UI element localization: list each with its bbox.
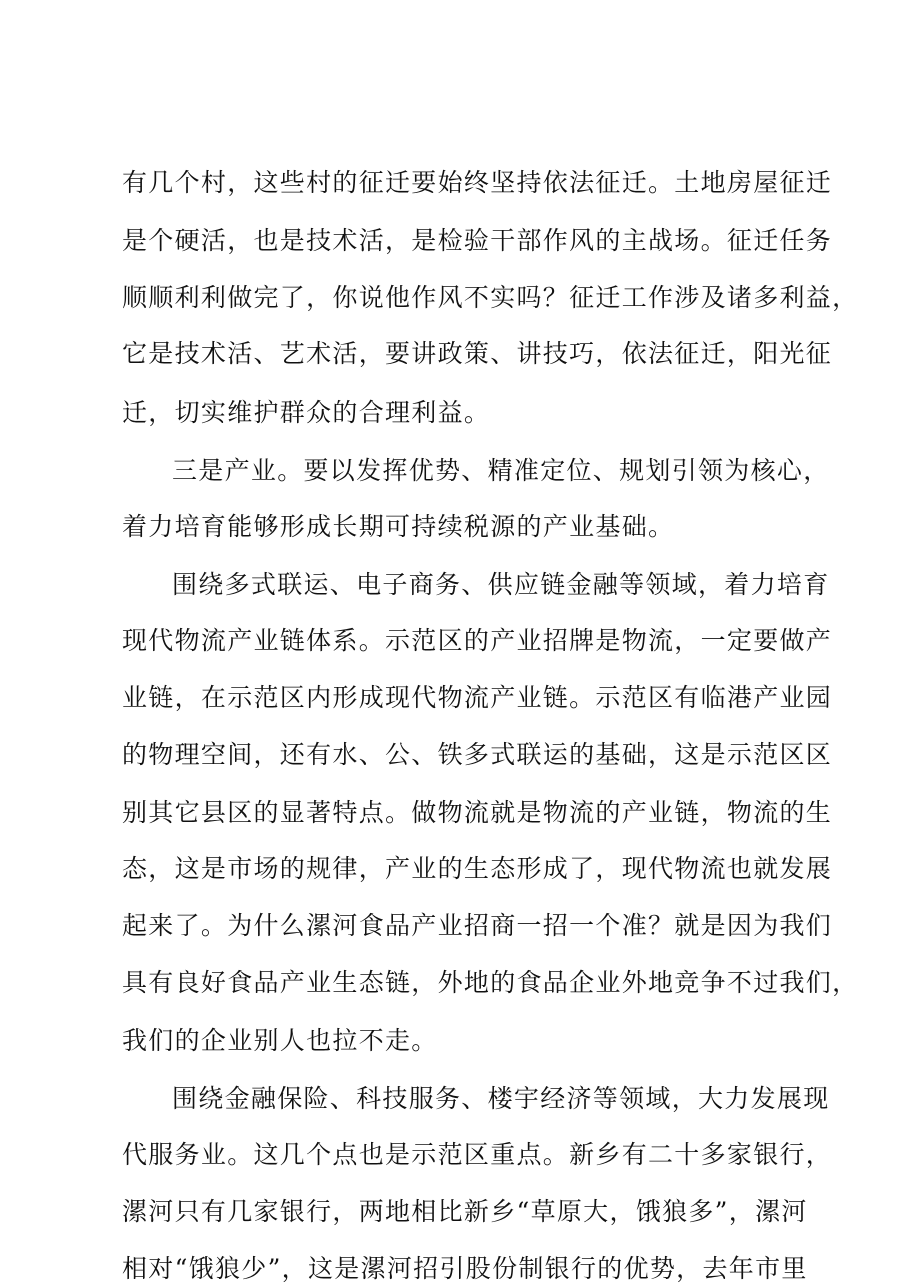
text-line: 态，这是市场的规律，产业的生态形成了，现代物流也就发展 xyxy=(122,854,833,883)
text-line: 有几个村，这些村的征迁要始终坚持依法征迁。土地房屋征迁 xyxy=(122,168,833,197)
text-line: 漯河只有几家银行，两地相比新乡“草原大，饿狼多”，漯河 xyxy=(122,1197,808,1226)
text-line: 代服务业。这几个点也是示范区重点。新乡有二十多家银行， xyxy=(122,1140,833,1169)
text-line: 着力培育能够形成长期可持续税源的产业基础。 xyxy=(122,512,675,541)
text-line: 三是产业。要以发挥优势、精准定位、规划引领为核心， xyxy=(172,456,830,485)
text-line: 起来了。为什么漯河食品产业招商一招一个准？就是因为我们 xyxy=(122,911,833,940)
text-line: 别其它县区的显著特点。做物流就是物流的产业链，物流的生 xyxy=(122,798,833,827)
text-line: 它是技术活、艺术活，要讲政策、讲技巧，依法征迁，阳光征 xyxy=(122,339,833,368)
text-line: 的物理空间，还有水、公、铁多式联运的基础，这是示范区区 xyxy=(122,740,833,769)
text-line: 顺顺利利做完了，你说他作风不实吗？征迁工作涉及诸多利益， xyxy=(122,283,859,312)
text-line: 围绕金融保险、科技服务、楼宇经济等领域，大力发展现 xyxy=(172,1084,830,1113)
text-line: 相对“饿狼少”，这是漯河招引股份制银行的优势，去年市里 xyxy=(122,1254,808,1283)
text-line: 具有良好食品产业生态链，外地的食品企业外地竞争不过我们， xyxy=(122,968,859,997)
text-line: 现代物流产业链体系。示范区的产业招牌是物流，一定要做产 xyxy=(122,626,833,655)
text-line: 围绕多式联运、电子商务、供应链金融等领域，着力培育 xyxy=(172,570,830,599)
text-line: 是个硬活，也是技术活，是检验干部作风的主战场。征迁任务 xyxy=(122,226,833,255)
text-line: 业链，在示范区内形成现代物流产业链。示范区有临港产业园 xyxy=(122,683,833,712)
text-line: 我们的企业别人也拉不走。 xyxy=(122,1026,438,1055)
text-line: 迁，切实维护群众的合理利益。 xyxy=(122,398,491,427)
